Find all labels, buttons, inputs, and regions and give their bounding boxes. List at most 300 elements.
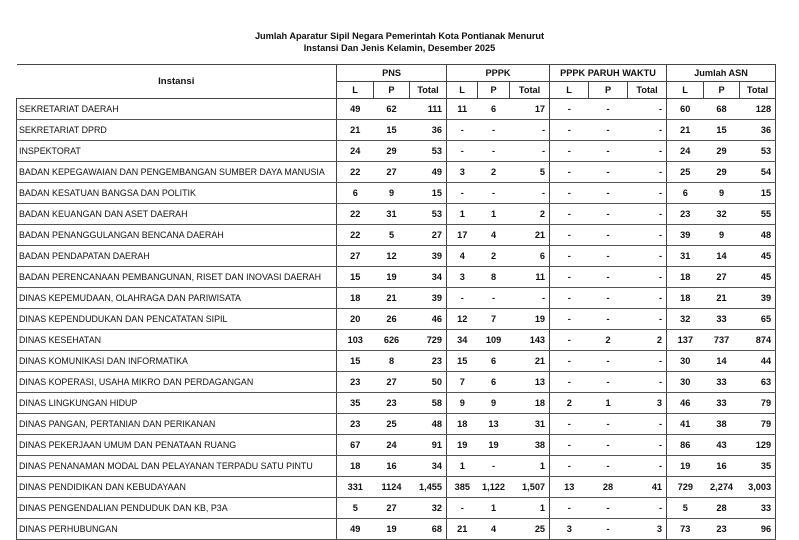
table-row: [17, 519, 776, 540]
cell-pppk-paruh-waktu-total: -: [628, 99, 667, 120]
cell-jumlah-asn-total: 55: [740, 204, 776, 225]
instansi-name: DINAS KOMUNIKASI DAN INFORMATIKA: [17, 351, 337, 372]
group-header-pppk: PPPK: [447, 65, 550, 82]
cell-pppk-paruh-waktu-total: -: [628, 414, 667, 435]
cell-pppk-paruh-waktu-p: -: [589, 267, 628, 288]
cell-jumlah-asn-l: 18: [667, 288, 704, 309]
cell-pns-l: 18: [337, 456, 374, 477]
cell-pns-p: 24: [374, 435, 410, 456]
table-row: [17, 309, 776, 330]
cell-pppk-paruh-waktu-p: -: [589, 351, 628, 372]
cell-pppk-total: 38: [510, 435, 550, 456]
cell-jumlah-asn-total: 44: [740, 351, 776, 372]
cell-jumlah-asn-l: 137: [667, 330, 704, 351]
cell-pppk-paruh-waktu-p: -: [589, 120, 628, 141]
cell-pns-l: 49: [337, 519, 374, 540]
cell-pppk-paruh-waktu-p: -: [589, 456, 628, 477]
cell-pppk-l: 1: [447, 204, 478, 225]
cell-pppk-paruh-waktu-l: -: [550, 435, 589, 456]
cell-pns-p: 1124: [374, 477, 410, 498]
cell-jumlah-asn-p: 29: [704, 162, 740, 183]
cell-pppk-paruh-waktu-l: -: [550, 225, 589, 246]
cell-pns-l: 22: [337, 225, 374, 246]
table-row: [17, 99, 776, 120]
cell-jumlah-asn-l: 18: [667, 267, 704, 288]
cell-pppk-paruh-waktu-l: -: [550, 204, 589, 225]
cell-pppk-total: 13: [510, 372, 550, 393]
cell-pns-l: 27: [337, 246, 374, 267]
cell-pppk-l: -: [447, 183, 478, 204]
cell-pns-p: 15: [374, 120, 410, 141]
cell-pns-l: 24: [337, 141, 374, 162]
table-body: [17, 99, 776, 540]
cell-pppk-p: 2: [478, 246, 510, 267]
cell-pppk-total: 19: [510, 309, 550, 330]
cell-jumlah-asn-l: 86: [667, 435, 704, 456]
cell-pppk-l: -: [447, 141, 478, 162]
cell-pppk-total: -: [510, 183, 550, 204]
cell-pppk-paruh-waktu-total: -: [628, 204, 667, 225]
instansi-name: DINAS KOPERASI, USAHA MIKRO DAN PERDAGANGAN: [17, 372, 337, 393]
cell-jumlah-asn-p: 29: [704, 141, 740, 162]
cell-jumlah-asn-total: 15: [740, 183, 776, 204]
sub-header-pppk-p: P: [478, 82, 510, 99]
cell-pns-total: 50: [410, 372, 447, 393]
cell-pns-l: 21: [337, 120, 374, 141]
cell-pppk-paruh-waktu-p: -: [589, 372, 628, 393]
cell-jumlah-asn-l: 24: [667, 141, 704, 162]
cell-pppk-total: 1,507: [510, 477, 550, 498]
cell-jumlah-asn-p: 737: [704, 330, 740, 351]
cell-jumlah-asn-p: 68: [704, 99, 740, 120]
asn-table: [16, 64, 776, 540]
table-header: [17, 65, 776, 99]
cell-pppk-l: 9: [447, 393, 478, 414]
cell-pppk-paruh-waktu-l: -: [550, 99, 589, 120]
cell-jumlah-asn-l: 39: [667, 225, 704, 246]
cell-pppk-paruh-waktu-p: -: [589, 309, 628, 330]
cell-pppk-l: 18: [447, 414, 478, 435]
group-header-pppk-paruh-waktu: PPPK PARUH WAKTU: [550, 65, 667, 82]
table-row: [17, 435, 776, 456]
cell-pppk-paruh-waktu-total: -: [628, 267, 667, 288]
cell-pns-l: 67: [337, 435, 374, 456]
cell-pns-p: 626: [374, 330, 410, 351]
cell-pppk-p: 8: [478, 267, 510, 288]
cell-jumlah-asn-p: 38: [704, 414, 740, 435]
cell-pppk-paruh-waktu-p: -: [589, 414, 628, 435]
cell-pppk-total: 17: [510, 99, 550, 120]
cell-pppk-total: 31: [510, 414, 550, 435]
cell-pppk-total: 11: [510, 267, 550, 288]
cell-jumlah-asn-p: 2,274: [704, 477, 740, 498]
cell-jumlah-asn-p: 33: [704, 309, 740, 330]
cell-pppk-paruh-waktu-l: -: [550, 414, 589, 435]
table-row: [17, 225, 776, 246]
cell-pppk-paruh-waktu-p: -: [589, 246, 628, 267]
cell-pns-total: 68: [410, 519, 447, 540]
cell-pns-total: 39: [410, 246, 447, 267]
cell-pppk-paruh-waktu-p: -: [589, 162, 628, 183]
instansi-name: DINAS LINGKUNGAN HIDUP: [17, 393, 337, 414]
cell-pppk-p: 7: [478, 309, 510, 330]
cell-pppk-paruh-waktu-p: 2: [589, 330, 628, 351]
cell-pppk-paruh-waktu-l: 13: [550, 477, 589, 498]
cell-pppk-p: 6: [478, 372, 510, 393]
cell-pppk-l: 1: [447, 456, 478, 477]
sub-header-pns-total: Total: [410, 82, 447, 99]
cell-pns-p: 9: [374, 183, 410, 204]
instansi-name: SEKRETARIAT DAERAH: [17, 99, 337, 120]
cell-pppk-paruh-waktu-total: -: [628, 498, 667, 519]
cell-jumlah-asn-total: 79: [740, 393, 776, 414]
cell-pns-p: 19: [374, 267, 410, 288]
cell-jumlah-asn-p: 23: [704, 519, 740, 540]
cell-pppk-l: 21: [447, 519, 478, 540]
cell-pppk-total: 2: [510, 204, 550, 225]
cell-pppk-paruh-waktu-total: -: [628, 162, 667, 183]
cell-jumlah-asn-l: 19: [667, 456, 704, 477]
sub-header-pppk-paruh-waktu-p: P: [589, 82, 628, 99]
cell-pppk-paruh-waktu-l: -: [550, 246, 589, 267]
cell-pppk-paruh-waktu-l: -: [550, 498, 589, 519]
instansi-name: BADAN PENDAPATAN DAERAH: [17, 246, 337, 267]
instansi-name: DINAS PANGAN, PERTANIAN DAN PERIKANAN: [17, 414, 337, 435]
cell-pppk-paruh-waktu-l: -: [550, 183, 589, 204]
cell-pppk-paruh-waktu-l: 2: [550, 393, 589, 414]
cell-pns-p: 31: [374, 204, 410, 225]
cell-pppk-paruh-waktu-total: -: [628, 309, 667, 330]
cell-jumlah-asn-l: 30: [667, 351, 704, 372]
sub-header-pns-l: L: [337, 82, 374, 99]
cell-jumlah-asn-l: 41: [667, 414, 704, 435]
cell-jumlah-asn-p: 33: [704, 372, 740, 393]
cell-jumlah-asn-total: 874: [740, 330, 776, 351]
instansi-name: BADAN PERENCANAAN PEMBANGUNAN, RISET DAN INOVASI DAERAH: [17, 267, 337, 288]
cell-pppk-total: 1: [510, 456, 550, 477]
cell-jumlah-asn-l: 5: [667, 498, 704, 519]
cell-pppk-paruh-waktu-total: -: [628, 435, 667, 456]
cell-pppk-paruh-waktu-total: -: [628, 183, 667, 204]
cell-pppk-p: -: [478, 141, 510, 162]
instansi-name: DINAS PERHUBUNGAN: [17, 519, 337, 540]
cell-pns-total: 729: [410, 330, 447, 351]
cell-pppk-p: 6: [478, 351, 510, 372]
table-row: [17, 288, 776, 309]
table-title: [0, 31, 799, 54]
cell-jumlah-asn-total: 33: [740, 498, 776, 519]
cell-pns-total: 23: [410, 351, 447, 372]
cell-jumlah-asn-total: 3,003: [740, 477, 776, 498]
cell-pppk-total: 143: [510, 330, 550, 351]
table-row: [17, 456, 776, 477]
cell-pppk-paruh-waktu-l: -: [550, 120, 589, 141]
cell-pppk-paruh-waktu-l: -: [550, 267, 589, 288]
instansi-name: BADAN PENANGGULANGAN BENCANA DAERAH: [17, 225, 337, 246]
table-row: [17, 267, 776, 288]
cell-pppk-p: 19: [478, 435, 510, 456]
cell-pns-p: 26: [374, 309, 410, 330]
cell-pppk-p: -: [478, 456, 510, 477]
instansi-name: INSPEKTORAT: [17, 141, 337, 162]
table-row: [17, 330, 776, 351]
instansi-name: BADAN KEPEGAWAIAN DAN PENGEMBANGAN SUMBER DAYA MANUSIA: [17, 162, 337, 183]
table-row: [17, 162, 776, 183]
cell-pns-l: 22: [337, 204, 374, 225]
cell-pns-total: 39: [410, 288, 447, 309]
cell-pppk-p: 6: [478, 99, 510, 120]
cell-pppk-p: -: [478, 120, 510, 141]
cell-jumlah-asn-total: 45: [740, 246, 776, 267]
cell-pppk-p: 4: [478, 225, 510, 246]
cell-pppk-total: 21: [510, 351, 550, 372]
sub-header-jumlah-asn-total: Total: [740, 82, 776, 99]
cell-jumlah-asn-total: 96: [740, 519, 776, 540]
sub-header-pppk-paruh-waktu-l: L: [550, 82, 589, 99]
cell-jumlah-asn-total: 129: [740, 435, 776, 456]
cell-pppk-l: 7: [447, 372, 478, 393]
cell-pns-p: 8: [374, 351, 410, 372]
cell-jumlah-asn-l: 6: [667, 183, 704, 204]
cell-pppk-paruh-waktu-p: -: [589, 435, 628, 456]
cell-pns-l: 23: [337, 372, 374, 393]
cell-jumlah-asn-total: 39: [740, 288, 776, 309]
instansi-name: BADAN KEUANGAN DAN ASET DAERAH: [17, 204, 337, 225]
cell-pppk-total: 1: [510, 498, 550, 519]
cell-pppk-l: 12: [447, 309, 478, 330]
cell-pns-l: 15: [337, 267, 374, 288]
cell-pppk-paruh-waktu-total: -: [628, 141, 667, 162]
sub-header-pppk-paruh-waktu-total: Total: [628, 82, 667, 99]
cell-pns-l: 49: [337, 99, 374, 120]
cell-jumlah-asn-p: 32: [704, 204, 740, 225]
cell-pppk-paruh-waktu-total: 41: [628, 477, 667, 498]
cell-pns-p: 16: [374, 456, 410, 477]
sub-header-jumlah-asn-l: L: [667, 82, 704, 99]
cell-pppk-paruh-waktu-total: -: [628, 372, 667, 393]
instansi-name: DINAS PENANAMAN MODAL DAN PELAYANAN TERPADU SATU PINTU: [17, 456, 337, 477]
cell-jumlah-asn-total: 48: [740, 225, 776, 246]
table-row: [17, 204, 776, 225]
cell-pns-p: 19: [374, 519, 410, 540]
cell-pppk-paruh-waktu-p: -: [589, 204, 628, 225]
table-row: [17, 120, 776, 141]
cell-jumlah-asn-l: 729: [667, 477, 704, 498]
cell-jumlah-asn-total: 45: [740, 267, 776, 288]
instansi-name: DINAS PEKERJAAN UMUM DAN PENATAAN RUANG: [17, 435, 337, 456]
cell-pns-l: 35: [337, 393, 374, 414]
cell-pppk-l: 34: [447, 330, 478, 351]
sub-header-pppk-total: Total: [510, 82, 550, 99]
title-line-1: Jumlah Aparatur Sipil Negara Pemerintah Kota Pontianak Menurut: [254, 31, 545, 41]
cell-jumlah-asn-p: 9: [704, 183, 740, 204]
instansi-name: DINAS KEPEMUDAAN, OLAHRAGA DAN PARIWISATA: [17, 288, 337, 309]
cell-jumlah-asn-l: 32: [667, 309, 704, 330]
cell-pns-l: 6: [337, 183, 374, 204]
instansi-header: Instansi: [17, 65, 337, 99]
cell-pppk-paruh-waktu-total: 2: [628, 330, 667, 351]
cell-pns-p: 29: [374, 141, 410, 162]
cell-pns-total: 15: [410, 183, 447, 204]
cell-jumlah-asn-p: 28: [704, 498, 740, 519]
sub-header-pppk-l: L: [447, 82, 478, 99]
cell-pns-total: 91: [410, 435, 447, 456]
cell-pns-p: 62: [374, 99, 410, 120]
cell-jumlah-asn-total: 36: [740, 120, 776, 141]
cell-pns-total: 53: [410, 141, 447, 162]
table-row: [17, 393, 776, 414]
cell-pppk-l: 15: [447, 351, 478, 372]
cell-jumlah-asn-p: 14: [704, 246, 740, 267]
cell-pppk-p: 1: [478, 498, 510, 519]
cell-jumlah-asn-total: 54: [740, 162, 776, 183]
cell-pppk-total: -: [510, 141, 550, 162]
cell-jumlah-asn-l: 30: [667, 372, 704, 393]
instansi-name: DINAS KESEHATAN: [17, 330, 337, 351]
cell-pns-total: 46: [410, 309, 447, 330]
cell-pppk-paruh-waktu-l: -: [550, 141, 589, 162]
cell-pppk-paruh-waktu-l: -: [550, 162, 589, 183]
cell-jumlah-asn-p: 16: [704, 456, 740, 477]
cell-pns-p: 27: [374, 498, 410, 519]
cell-pppk-total: 18: [510, 393, 550, 414]
cell-pppk-total: 6: [510, 246, 550, 267]
cell-pns-total: 111: [410, 99, 447, 120]
table-row: [17, 141, 776, 162]
cell-pns-p: 27: [374, 372, 410, 393]
cell-pppk-l: -: [447, 498, 478, 519]
cell-pppk-p: 4: [478, 519, 510, 540]
cell-pppk-total: -: [510, 288, 550, 309]
table-row: [17, 477, 776, 498]
cell-pppk-paruh-waktu-total: -: [628, 225, 667, 246]
cell-jumlah-asn-p: 33: [704, 393, 740, 414]
cell-pppk-paruh-waktu-total: -: [628, 351, 667, 372]
cell-pppk-p: -: [478, 288, 510, 309]
cell-pns-total: 1,455: [410, 477, 447, 498]
sub-header-jumlah-asn-p: P: [704, 82, 740, 99]
cell-pppk-paruh-waktu-total: -: [628, 246, 667, 267]
cell-pppk-l: 4: [447, 246, 478, 267]
cell-pppk-paruh-waktu-p: -: [589, 519, 628, 540]
cell-pppk-paruh-waktu-total: -: [628, 456, 667, 477]
cell-pns-p: 21: [374, 288, 410, 309]
cell-pppk-l: -: [447, 288, 478, 309]
cell-jumlah-asn-p: 21: [704, 288, 740, 309]
cell-jumlah-asn-l: 60: [667, 99, 704, 120]
cell-jumlah-asn-l: 31: [667, 246, 704, 267]
cell-pppk-l: 3: [447, 162, 478, 183]
cell-pppk-paruh-waktu-l: -: [550, 309, 589, 330]
cell-pns-total: 58: [410, 393, 447, 414]
cell-pppk-paruh-waktu-p: -: [589, 99, 628, 120]
cell-pppk-p: 1,122: [478, 477, 510, 498]
cell-pppk-paruh-waktu-l: -: [550, 330, 589, 351]
cell-pns-l: 331: [337, 477, 374, 498]
cell-pppk-total: 5: [510, 162, 550, 183]
cell-pppk-total: -: [510, 120, 550, 141]
group-header-jumlah-asn: Jumlah ASN: [667, 65, 776, 82]
cell-pppk-paruh-waktu-l: -: [550, 351, 589, 372]
cell-pns-total: 32: [410, 498, 447, 519]
cell-pns-p: 27: [374, 162, 410, 183]
cell-pppk-total: 21: [510, 225, 550, 246]
cell-pppk-paruh-waktu-p: -: [589, 141, 628, 162]
cell-jumlah-asn-p: 14: [704, 351, 740, 372]
cell-pppk-paruh-waktu-total: -: [628, 288, 667, 309]
cell-pppk-p: 2: [478, 162, 510, 183]
cell-pppk-paruh-waktu-l: -: [550, 456, 589, 477]
cell-pppk-paruh-waktu-p: -: [589, 183, 628, 204]
cell-jumlah-asn-total: 53: [740, 141, 776, 162]
instansi-name: DINAS KEPENDUDUKAN DAN PENCATATAN SIPIL: [17, 309, 337, 330]
cell-pns-total: 34: [410, 267, 447, 288]
cell-pns-p: 23: [374, 393, 410, 414]
cell-pns-l: 20: [337, 309, 374, 330]
cell-pns-l: 22: [337, 162, 374, 183]
cell-pppk-paruh-waktu-total: -: [628, 120, 667, 141]
cell-pppk-l: 11: [447, 99, 478, 120]
table-row: [17, 498, 776, 519]
cell-jumlah-asn-p: 43: [704, 435, 740, 456]
sub-header-pns-p: P: [374, 82, 410, 99]
cell-jumlah-asn-l: 25: [667, 162, 704, 183]
cell-pppk-l: 17: [447, 225, 478, 246]
cell-pppk-paruh-waktu-p: -: [589, 288, 628, 309]
cell-jumlah-asn-l: 23: [667, 204, 704, 225]
cell-pppk-paruh-waktu-p: 28: [589, 477, 628, 498]
cell-pppk-total: 25: [510, 519, 550, 540]
cell-pppk-paruh-waktu-l: 3: [550, 519, 589, 540]
cell-pns-l: 18: [337, 288, 374, 309]
instansi-name: DINAS PENDIDIKAN DAN KEBUDAYAAN: [17, 477, 337, 498]
cell-pppk-l: -: [447, 120, 478, 141]
cell-pns-total: 48: [410, 414, 447, 435]
group-header-pns: PNS: [337, 65, 447, 82]
cell-jumlah-asn-total: 63: [740, 372, 776, 393]
cell-pppk-p: 9: [478, 393, 510, 414]
cell-pppk-paruh-waktu-p: 1: [589, 393, 628, 414]
title-line-2: Instansi Dan Jenis Kelamin, Desember 2025: [303, 42, 496, 53]
cell-pppk-paruh-waktu-p: -: [589, 225, 628, 246]
instansi-name: BADAN KESATUAN BANGSA DAN POLITIK: [17, 183, 337, 204]
cell-jumlah-asn-total: 35: [740, 456, 776, 477]
cell-pppk-p: -: [478, 183, 510, 204]
cell-pns-p: 12: [374, 246, 410, 267]
cell-pppk-p: 13: [478, 414, 510, 435]
instansi-name: SEKRETARIAT DPRD: [17, 120, 337, 141]
cell-jumlah-asn-l: 46: [667, 393, 704, 414]
cell-jumlah-asn-total: 79: [740, 414, 776, 435]
cell-pns-l: 23: [337, 414, 374, 435]
cell-pppk-l: 19: [447, 435, 478, 456]
cell-jumlah-asn-p: 27: [704, 267, 740, 288]
table-row: [17, 351, 776, 372]
cell-pppk-p: 1: [478, 204, 510, 225]
table-row: [17, 183, 776, 204]
cell-pns-l: 103: [337, 330, 374, 351]
cell-pppk-paruh-waktu-total: 3: [628, 393, 667, 414]
table-row: [17, 372, 776, 393]
cell-pppk-l: 3: [447, 267, 478, 288]
instansi-name: DINAS PENGENDALIAN PENDUDUK DAN KB, P3A: [17, 498, 337, 519]
cell-pppk-l: 385: [447, 477, 478, 498]
cell-jumlah-asn-p: 15: [704, 120, 740, 141]
cell-pppk-paruh-waktu-l: -: [550, 288, 589, 309]
cell-pns-l: 5: [337, 498, 374, 519]
cell-pns-l: 15: [337, 351, 374, 372]
cell-pppk-paruh-waktu-total: 3: [628, 519, 667, 540]
